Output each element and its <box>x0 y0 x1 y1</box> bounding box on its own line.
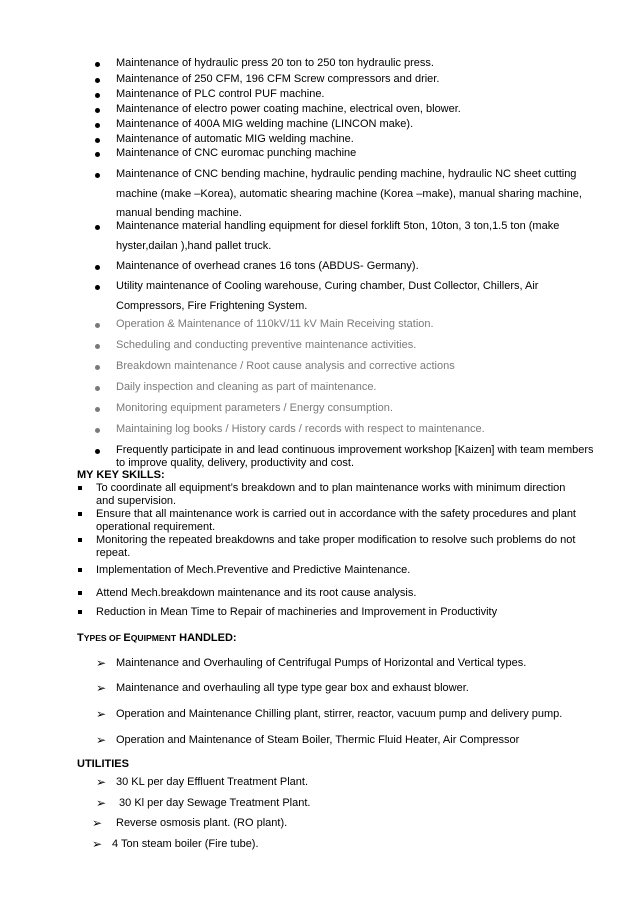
bullet-icon <box>95 285 100 290</box>
bullet-icon <box>95 344 100 349</box>
bullet-icon <box>95 93 100 98</box>
section-heading-equipment: TYPES OF EQUIPMENT HANDLED: <box>77 632 237 644</box>
arrow-bullet-icon: ➢ <box>96 656 107 670</box>
bullet-icon <box>95 407 100 412</box>
arrow-bullet-icon: ➢ <box>96 681 107 695</box>
arrow-bullet-icon: ➢ <box>96 733 107 747</box>
square-bullet-icon <box>78 512 82 516</box>
square-bullet-icon <box>78 486 82 490</box>
square-bullet-icon <box>78 568 82 572</box>
bullet-icon <box>95 152 100 157</box>
bullet-icon <box>95 323 100 328</box>
bullet-icon <box>95 365 100 370</box>
square-bullet-icon <box>78 591 82 595</box>
bullet-icon <box>95 108 100 113</box>
arrow-bullet-icon: ➢ <box>92 816 103 830</box>
bullet-icon <box>95 265 100 270</box>
arrow-bullet-icon: ➢ <box>96 707 107 721</box>
bullet-icon <box>95 449 100 454</box>
arrow-bullet-icon: ➢ <box>92 837 103 851</box>
resume-page: Maintenance of hydraulic press 20 ton to 250 ton hydraulic press. Maintenance of 250 CFM, 196 CFM Screw compressors and drier. Maintenance of PLC control PUF machine. Maintenance of electro power coating machine, electrical oven, blower. Maintenance of 400A MIG welding machine (LINCON make). Maintenance of automatic MIG welding machine. Maintenance of CNC euromac punching machine Maintenance of CNC bending machine, hydraulic pending machine, hydraulic NC sheet cutting machine (make –Korea), automatic shearing machine (Korea –make), manual sharing machine, manual bending machine. Maintenance material handling equipment for diesel forklift 5ton, 10ton, 3 ton,1.5 ton (make hyster,dailan ),hand pallet truck. Maintenance of overhead cranes 16 tons (ABDUS- Germany). Utility maintenance of Cooling warehouse, Curing chamber, Dust Collector, Chillers, Air Compressors, Fire Frightening System. Operation & Maintenance of 110kV/11 kV Main Receiving station. Scheduling and conducting preventive maintenance activities. Breakdown maintenance / Root cause analysis and corrective actions Daily inspection and cleaning as part of maintenance. Monitoring equipment parameters / Energy consumption. Maintaining log books / History cards / records with respect to maintenance. Frequently participate in and lead continuous improvement workshop [Kaizen] with team members to improve quality, delivery, productivity and cost. MY KEY SKILLS: To coordinate all equipment’s breakdown and to plan maintenance works with minimum direction and supervision. Ensure that all maintenance work is carried out in accordance with the safety procedures and plant operational requirement. Monitoring the repeated breakdowns and take proper modification to resolve such problems do not repeat. Implementation of Mech.Preventive and Predictive Maintenance. Attend Mech.breakdown maintenance and its root cause analysis. Reduction in Mean Time to Repair of machineries and Improvement in Productivity TYPES OF EQUIPMENT HANDLED: ➢ Maintenance and Overhauling of Centrifugal Pumps of Horizontal and Vertical types. ➢ Maintenance and overhauling all type type gear box and exhaust blower. ➢ Operation and Maintenance Chilling plant, stirrer, reactor, vacuum pump and delivery pump. ➢ Operation and Maintenance of Steam Boiler, Thermic Fluid Heater, Air Compressor UTILITIES ➢ 30 KL per day Effluent Treatment Plant. ➢ 30 Kl per day Sewage Treatment Plant. ➢ Reverse osmosis plant. (RO plant). ➢ 4 Ton steam boiler (Fire tube). <box>77 57 594 851</box>
bullet-icon <box>95 386 100 391</box>
bullet-icon <box>95 225 100 230</box>
bullet-icon <box>95 173 100 178</box>
arrow-bullet-icon: ➢ <box>96 796 107 810</box>
section-heading-key-skills: MY KEY SKILLS: <box>77 469 165 481</box>
bullet-icon <box>95 138 100 143</box>
bullet-icon <box>95 428 100 433</box>
square-bullet-icon <box>78 610 82 614</box>
section-heading-utilities: UTILITIES <box>77 758 129 770</box>
bullet-icon <box>95 78 100 83</box>
arrow-bullet-icon: ➢ <box>96 775 107 789</box>
square-bullet-icon <box>78 538 82 542</box>
bullet-icon <box>95 62 100 67</box>
bullet-icon <box>95 123 100 128</box>
